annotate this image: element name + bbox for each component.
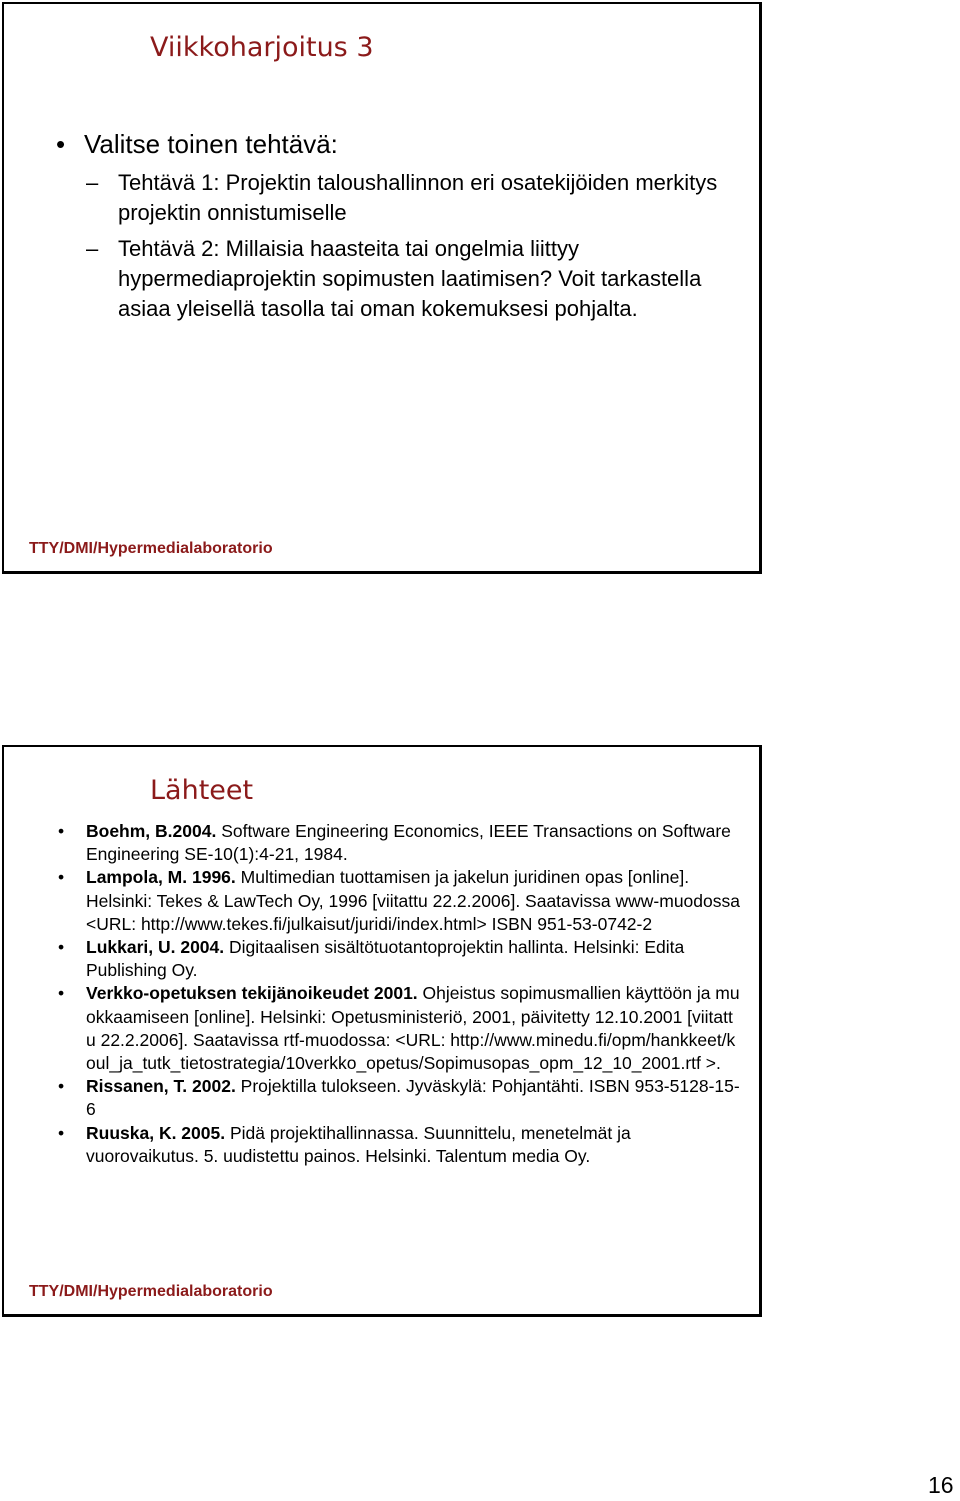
main-bullet [56,124,736,164]
sub-bullet-text: Tehtävä 1: Projektin taloushallinnon eri osatekijöiden merkitys projektin onnistumiselle [118,170,718,225]
reference-author: Verkko-opetuksen tekijänoikeudet 2001. [86,983,418,1004]
reference-item [50,936,740,982]
reference-item [50,1122,740,1168]
slide-footer: TTY/DMI/Hypermedialaboratorio [29,540,273,557]
reference-item [50,1075,740,1121]
reference-author: Lampola, M. 1996. [86,867,236,888]
bullet-icon: • [58,983,65,1004]
bullet-icon: • [56,129,66,159]
reference-author: Lukkari, U. 2004. [86,937,225,958]
reference-list [50,820,740,1168]
sub-bullet-text: Tehtävä 2: Millaisia haasteita tai ongelmia liittyy hypermediaprojektin sopimusten laatimisen? Voit tarkastella asiaa yleisellä tasolla tai oman kokemuksesi pohjalta. [118,236,702,321]
sub-bullet-task-1 [56,168,736,228]
sub-bullet-task-2 [56,234,736,324]
reference-author: Ruuska, K. 2005. [86,1122,226,1143]
slide-title: Viikkoharjoitus 3 [150,32,374,63]
bullet-icon: • [58,1122,65,1143]
bullet-list [56,124,736,324]
reference-author: Boehm, B.2004. [86,821,217,841]
dash-icon: – [86,170,99,195]
slide-footer: TTY/DMI/Hypermedialaboratorio [29,1283,273,1300]
reference-item [50,982,740,1075]
page-number: 16 [928,1472,954,1498]
reference-text: Digitaalisen sisältötuotantoprojektin hallinta. Helsinki: Edita Publishing Oy. [86,937,685,981]
reference-text: Software Engineering Economics, IEEE Transactions on Software Engineering SE-10(1):4-21, 1984. [86,821,731,865]
reference-text: Multimedian tuottamisen ja jakelun juridinen opas [online]. Helsinki: Tekes & LawTech Oy, 1996 [viitattu 22.2.2006]. Saatavissa www-muodossa <URL: http://www.tekes.fi/julkaisut/juridi/index.html> ISBN 951-53-0742-2 [86,867,740,934]
slide-title: Lähteet [150,775,254,806]
bullet-icon: • [58,1076,65,1097]
reference-author: Rissanen, T. 2002. [86,1076,236,1097]
reference-item [50,866,740,936]
reference-text: Ohjeistus sopimusmallien käyttöön ja muokkaamiseen [online]. Helsinki: Opetusministeriö, 2001, päivitetty 12.10.2001 [viitattu 22.2.2006]. Saatavissa rtf-muodossa: <URL: http://www.minedu.fi/opm/hankkeet/koul_ja_tutk_tietostrategia/10verkko_opetus/Sopimusopas_opm_12_10_2001.rtf >. [86,983,740,1074]
slide-lahteet [2,745,762,1317]
reference-text: Projektilla tulokseen. Jyväskylä: Pohjantähti. ISBN 953-5128-15-6 [86,1076,740,1120]
reference-item [50,820,740,866]
bullet-icon: • [58,937,65,958]
slide-viikkoharjoitus [2,2,762,574]
dash-icon: – [86,236,99,261]
bullet-icon: • [58,821,65,841]
bullet-icon: • [58,867,65,888]
reference-text: Pidä projektihallinnassa. Suunnittelu, menetelmät ja vuorovaikutus. 5. uudistettu painos. Helsinki. Talentum media Oy. [86,1122,631,1166]
main-bullet-text: Valitse toinen tehtävä: [84,129,338,159]
